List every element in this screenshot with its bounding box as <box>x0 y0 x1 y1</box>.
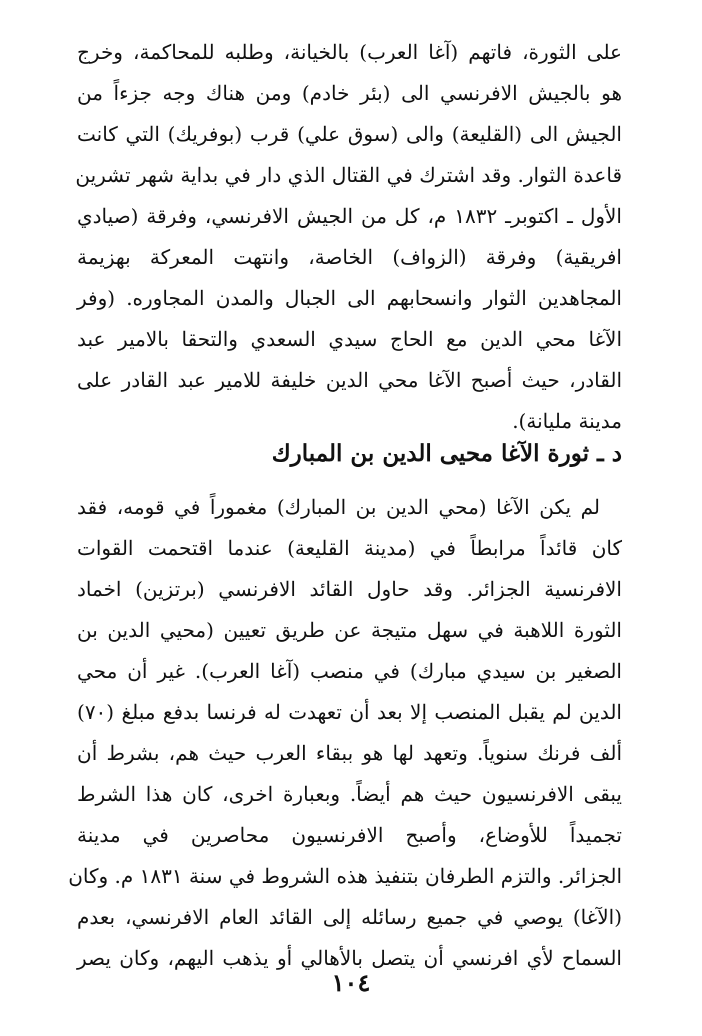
text-line: الدين لم يقبل المنصب إلا بعد أن تعهدت له فرنسا بدفع مبلغ (٧٠) <box>77 700 622 724</box>
section-heading: د ـ ثورة الآغا محيى الدين بن المبارك <box>271 440 622 467</box>
text-line: الجزائر. والتزم الطرفان بتنفيذ هذه الشروط في سنة ١٨٣١ م. وكان <box>68 864 622 888</box>
paragraph-2 <box>68 487 622 979</box>
text-line: الجيش الى (القليعة) والى (سوق علي) قرب (بوفريك) التي كانت <box>77 122 622 146</box>
page-number: ١٠٤ <box>331 968 371 997</box>
text-line: تجميداً للأوضاع، وأصبح الافرنسيون محاصرين في مدينة <box>77 823 622 847</box>
text-line: المجاهدين الثوار وانسحابهم الى الجبال والمدن المجاوره. (وفر <box>77 286 622 310</box>
text-line: الأول ـ اكتوبرـ ١٨٣٢ م، كل من الجيش الافرنسي، وفرقة (صيادي <box>77 204 622 228</box>
text-line: يبقى الافرنسيون حيث هم أيضاً. وبعبارة اخرى، كان هذا الشرط <box>77 782 622 806</box>
text-line: قاعدة الثوار. وقد اشترك في القتال الذي دار في بداية شهر تشرين <box>75 163 622 187</box>
text-line: مدينة مليانة). <box>512 409 622 433</box>
text-line: الصغير بن سيدي مبارك) في منصب (آغا العرب). غير أن محي <box>77 659 622 683</box>
text-line: ألف فرنك سنوياً. وتعهد لها هو ببقاء العرب حيث هم، بشرط أن <box>77 741 622 765</box>
text-line: الآغا محي الدين مع الحاج سيدي السعدي والتحقا بالامير عبد <box>77 327 622 351</box>
text-line: القادر، حيث أصبح الآغا محي الدين خليفة للامير عبد القادر على <box>77 368 622 392</box>
text-line: كان قائداً مرابطاً في (مدينة القليعة) عندما اقتحمت القوات <box>77 536 622 560</box>
text-line: افريقية) وفرقة (الزواف) الخاصة، وانتهت المعركة بهزيمة <box>77 245 622 269</box>
text-line: (الآغا) يوصي في جميع رسائله إلى القائد العام الافرنسي، بعدم <box>77 905 622 929</box>
paragraph-1 <box>77 32 622 442</box>
text-line: لم يكن الآغا (محي الدين بن المبارك) مغموراً في قومه، فقد <box>77 495 600 519</box>
text-line: الافرنسية الجزائر. وقد حاول القائد الافرنسي (برتزين) اخماد <box>77 577 622 601</box>
text-line: على الثورة، فاتهم (آغا العرب) بالخيانة، وطلبه للمحاكمة، وخرج <box>77 40 622 64</box>
text-line: السماح لأي افرنسي أن يتصل بالأهالي أو يذهب اليهم، وكان يصر <box>77 946 622 970</box>
text-line: هو بالجيش الافرنسي الى (بئر خادم) ومن هناك وجه جزءاً من <box>77 81 622 105</box>
text-line: الثورة اللاهبة في سهل متيجة عن طريق تعيين (محيي الدين بن <box>77 618 622 642</box>
